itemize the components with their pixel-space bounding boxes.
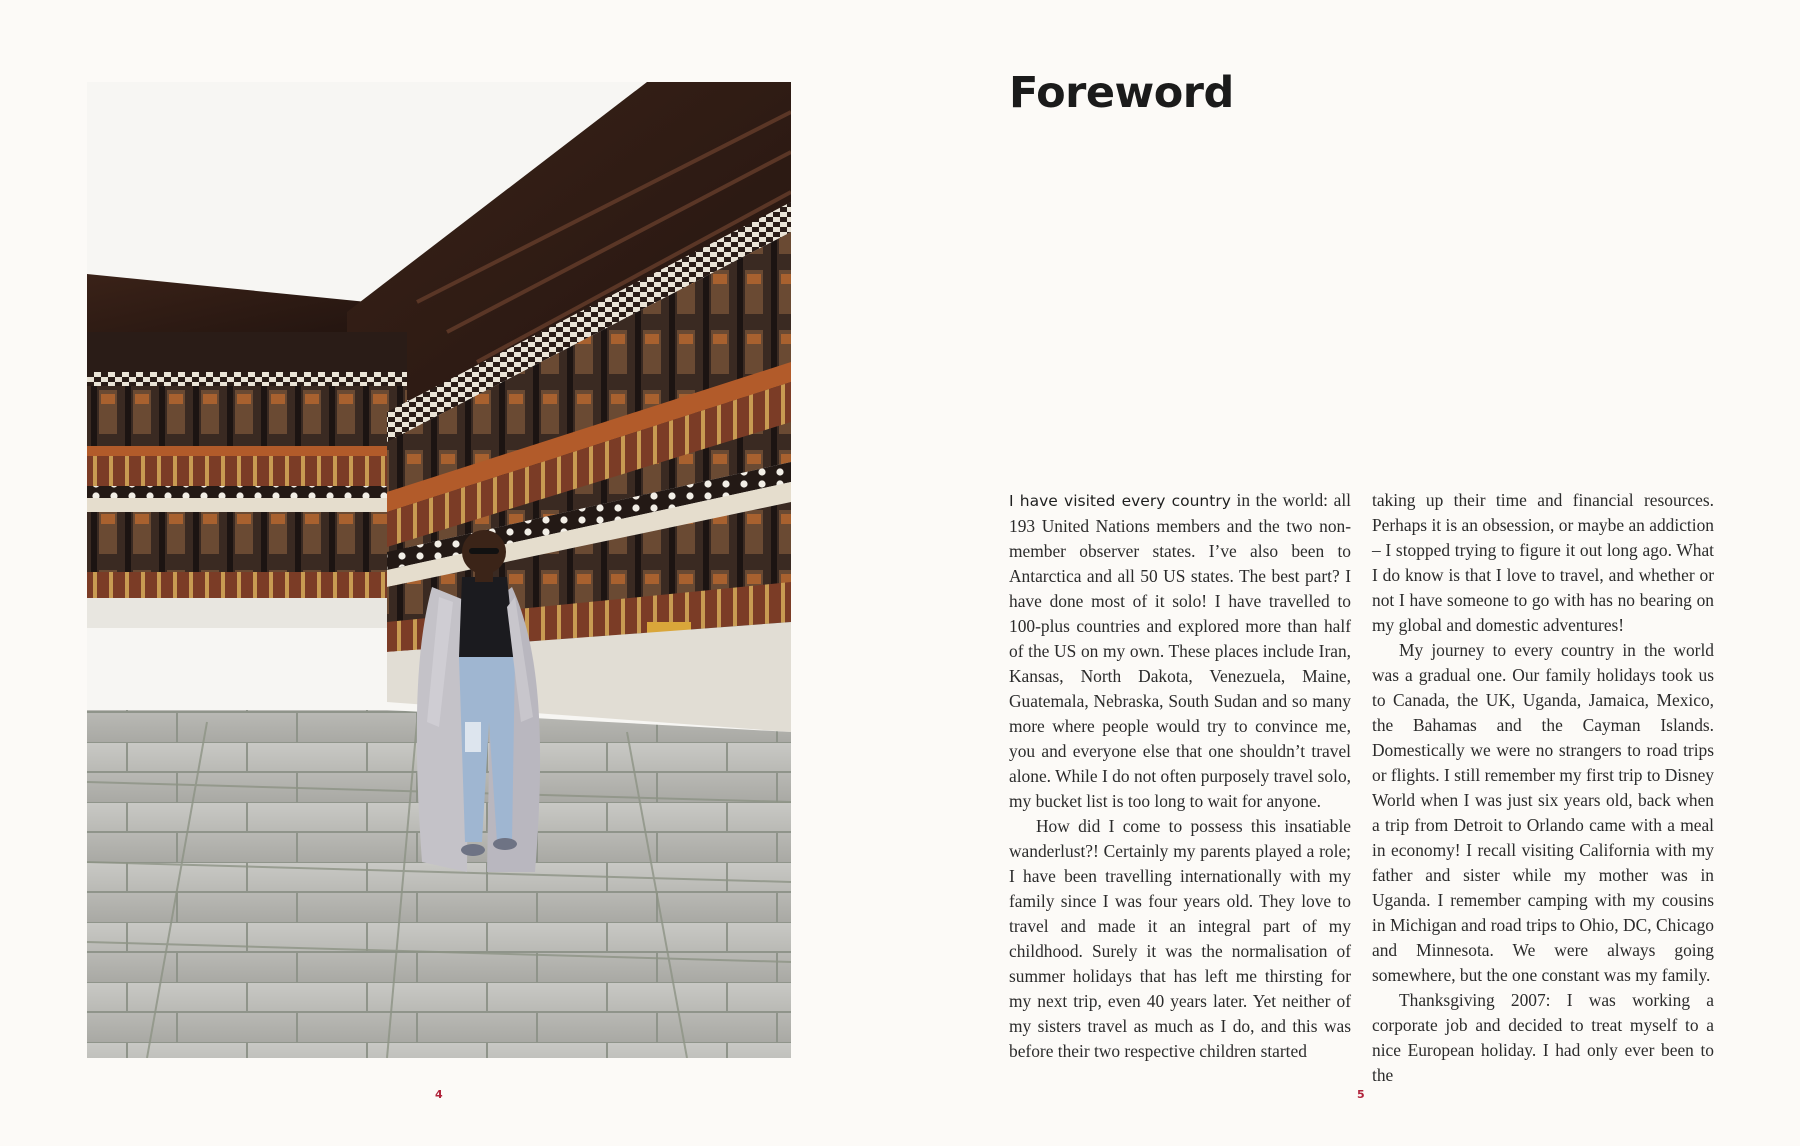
paragraph: How did I come to possess this insatiable wanderlust?! Certainly my parents played a role; I have been travelling internationally with my family since I was four years old. They love to travel and made it an integral part of my childhood. Surely it was the normalisation of summer holidays that has left me thirsting for my next trip, even 40 years later. Yet neither of my sisters travel as much as I do, and this was before their two respective children started <box>1009 816 1351 1061</box>
text-column-left <box>1009 488 1351 1064</box>
lead-in-text: I have visited every country <box>1009 492 1231 510</box>
paragraph <box>1009 488 1351 814</box>
page-number-left: 4 <box>435 1088 443 1101</box>
paragraph: My journey to every country in the world was a gradual one. Our family holidays took us to Canada, the UK, Uganda, Jamaica, Mexico, the Bahamas and the Cayman Islands. Domestically we were no strangers to road trips or flights. I still remember my first trip to Disney World when I was just six years old, back when a trip from Detroit to Orlando came with a meal in economy! I recall visiting California with my father and sister while my mother was in Uganda. I remember camping with my cousins in Michigan and road trips to Ohio, DC, Chicago and Minnesota. We were always going somewhere, but the one constant was my family. <box>1372 640 1714 985</box>
paragraph-text: in the world: all 193 United Nations members and the two non-member observer states. I’ve also been to Antarctica and all 50 US states. The best part? I have done most of it solo! I have travelled to 100-plus countries and explored more than half of the US on my own. These places include Iran, Kansas, North Dakota, Venezuela, Maine, Guatemala, Nebraska, South Sudan and so many more where people would try to convince me, you and everyone else that one shouldn’t travel alone. While I do not often purposely travel solo, my bucket list is too long to wait for anyone. <box>1009 490 1351 811</box>
paragraph: Thanksgiving 2007: I was working a corporate job and decided to treat myself to a nice European holiday. I had only ever been to the <box>1372 990 1714 1085</box>
page-number-right: 5 <box>1357 1088 1365 1101</box>
photo-woman-in-monastery-courtyard <box>87 82 791 1058</box>
page-title: Foreword <box>1009 68 1234 118</box>
photo-illustration <box>87 82 791 1058</box>
paragraph: taking up their time and financial resources. Perhaps it is an obsession, or maybe an addiction – I stopped trying to figure it out long ago. What I do know is that I love to travel, and whether or not I have someone to go with has no bearing on my global and domestic adventures! <box>1372 490 1714 635</box>
text-column-right <box>1372 488 1714 1088</box>
